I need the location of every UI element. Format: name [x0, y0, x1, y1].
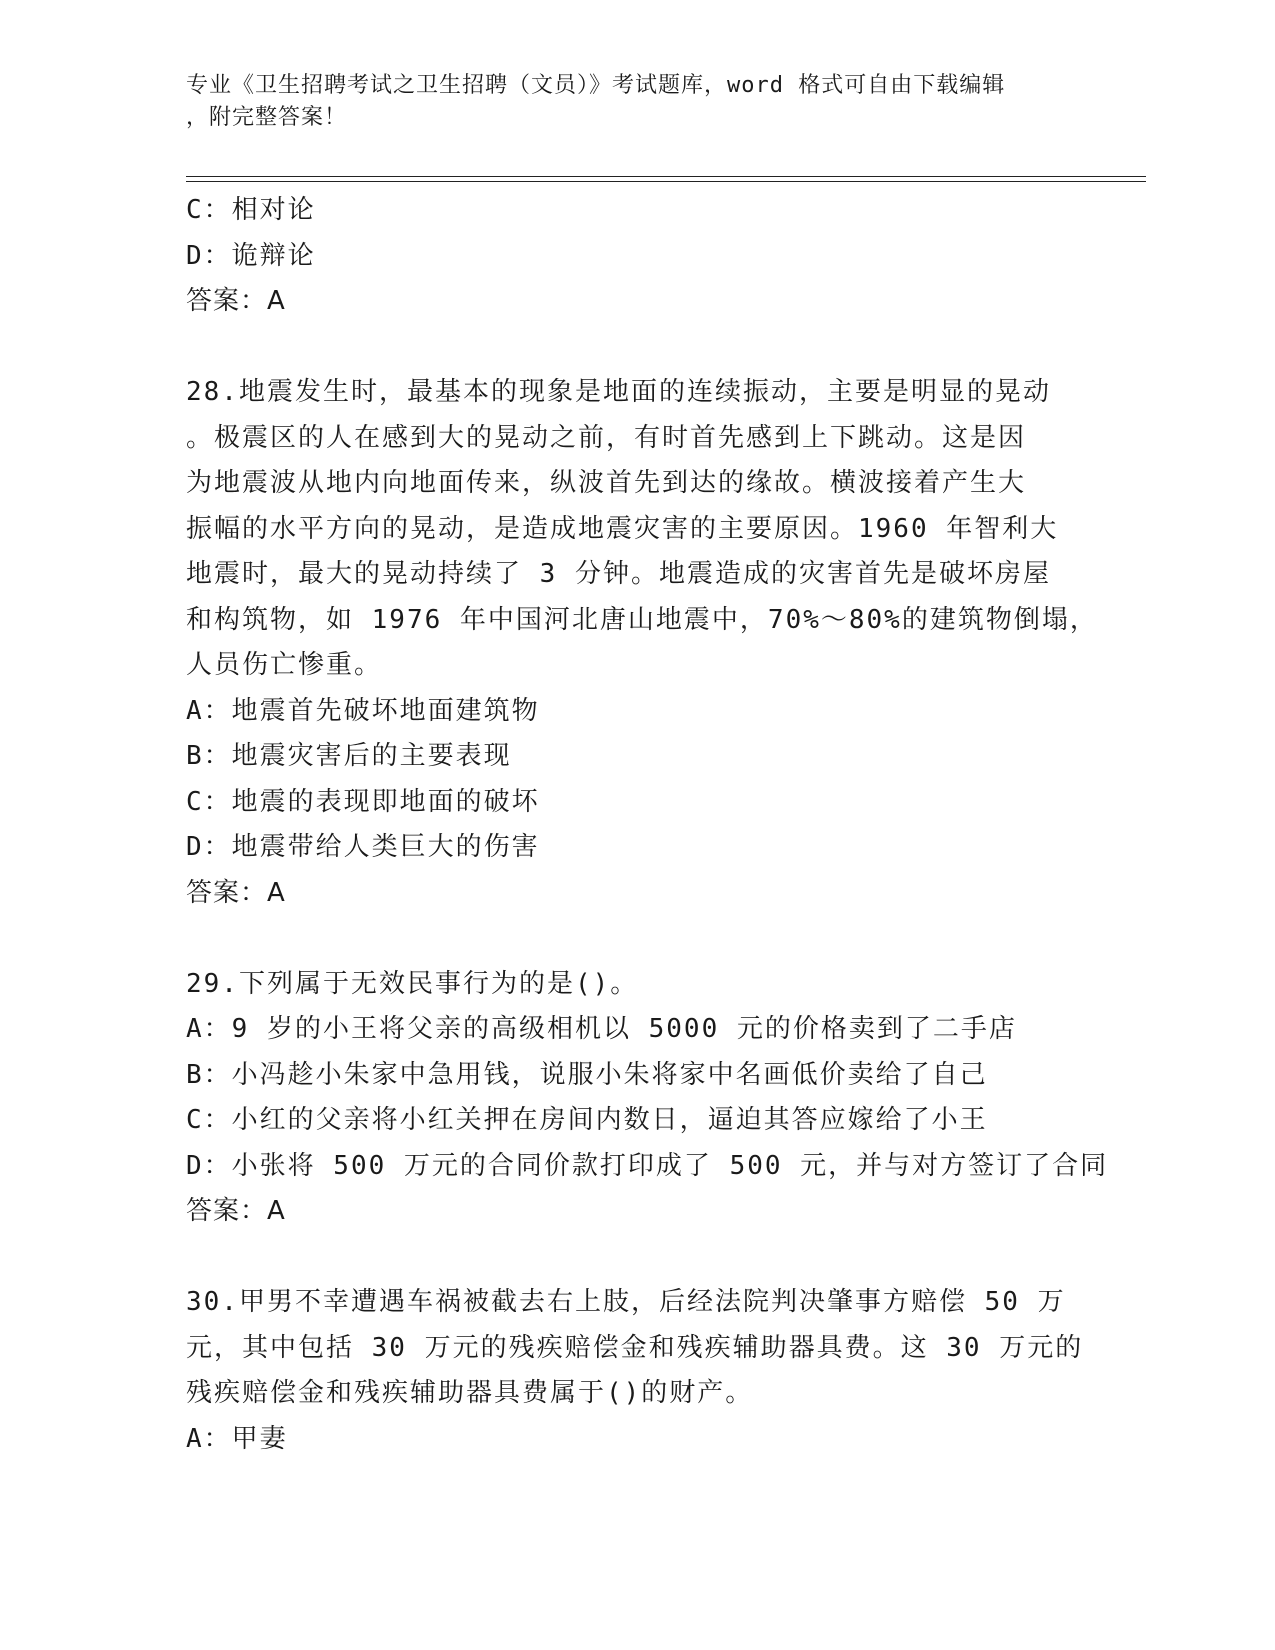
- option-d: D：地震带给人类巨大的伤害: [186, 832, 540, 862]
- option-b: B：地震灾害后的主要表现: [186, 741, 512, 771]
- question-stem-line: 振幅的水平方向的晃动，是造成地震灾害的主要原因。1960 年智利大: [186, 513, 1059, 544]
- header-rule-top: [186, 176, 1146, 177]
- question-30: [186, 1280, 1084, 1462]
- question-stem-line: 地震时，最大的晃动持续了 3 分钟。地震造成的灾害首先是破坏房屋: [186, 559, 1051, 589]
- option-c: C：地震的表现即地面的破坏: [186, 786, 540, 817]
- question-stem-line: 残疾赔偿金和残疾辅助器具费属于()的财产。: [186, 1378, 754, 1408]
- spacer: [186, 1235, 1076, 1281]
- question-content: [186, 188, 1109, 1462]
- question-stem-line: 30.甲男不幸遭遇车祸被截去右上肢，后经法院判决肇事方赔偿 50 万: [186, 1287, 1066, 1317]
- answer: 答案：A: [186, 286, 286, 316]
- question-28: [186, 370, 1098, 916]
- answer: 答案：A: [186, 877, 286, 908]
- question-stem-line: 人员伤亡惨重。: [186, 650, 383, 680]
- option-c: C：小红的父亲将小红关押在房间内数日，逼迫其答应嫁给了小王: [186, 1105, 988, 1135]
- previous-question-tail: [186, 188, 1076, 325]
- option-a: A：9 岁的小王将父亲的高级相机以 5000 元的价格卖到了二手店: [186, 1014, 1017, 1044]
- header-line-2: ，附完整答案！: [186, 105, 348, 130]
- option-c: C：相对论: [186, 195, 316, 225]
- question-stem-line: 元，其中包括 30 万元的残疾赔偿金和残疾辅助器具费。这 30 万元的: [186, 1332, 1084, 1363]
- question-29: [186, 962, 1109, 1235]
- question-stem-line: 为地震波从地内向地面传来，纵波首先到达的缘故。横波接着产生大: [186, 468, 1027, 498]
- question-stem-line: 29.下列属于无效民事行为的是()。: [186, 968, 639, 999]
- spacer: [186, 325, 1076, 371]
- option-b: B：小冯趁小朱家中急用钱，说服小朱将家中名画低价卖给了自己: [186, 1059, 988, 1090]
- question-stem-line: 。极震区的人在感到大的晃动之前，有时首先感到上下跳动。这是因: [186, 422, 1027, 453]
- option-d: D：小张将 500 万元的合同价款打印成了 500 元，并与对方签订了合同: [186, 1150, 1109, 1181]
- option-a: A：地震首先破坏地面建筑物: [186, 695, 540, 726]
- option-d: D：诡辩论: [186, 240, 316, 271]
- header-line-1: 专业《卫生招聘考试之卫生招聘（文员）》考试题库，word 格式可自由下载编辑: [186, 73, 1006, 98]
- question-stem-line: 和构筑物，如 1976 年中国河北唐山地震中，70%～80%的建筑物倒塌，: [186, 604, 1098, 635]
- answer: 答案：A: [186, 1196, 286, 1226]
- spacer: [186, 916, 1076, 962]
- option-a: A：甲妻: [186, 1423, 288, 1454]
- question-stem-line: 28.地震发生时，最基本的现象是地面的连续振动，主要是明显的晃动: [186, 377, 1051, 407]
- header-rule-bottom: [186, 181, 1146, 182]
- document-header: [186, 70, 1066, 134]
